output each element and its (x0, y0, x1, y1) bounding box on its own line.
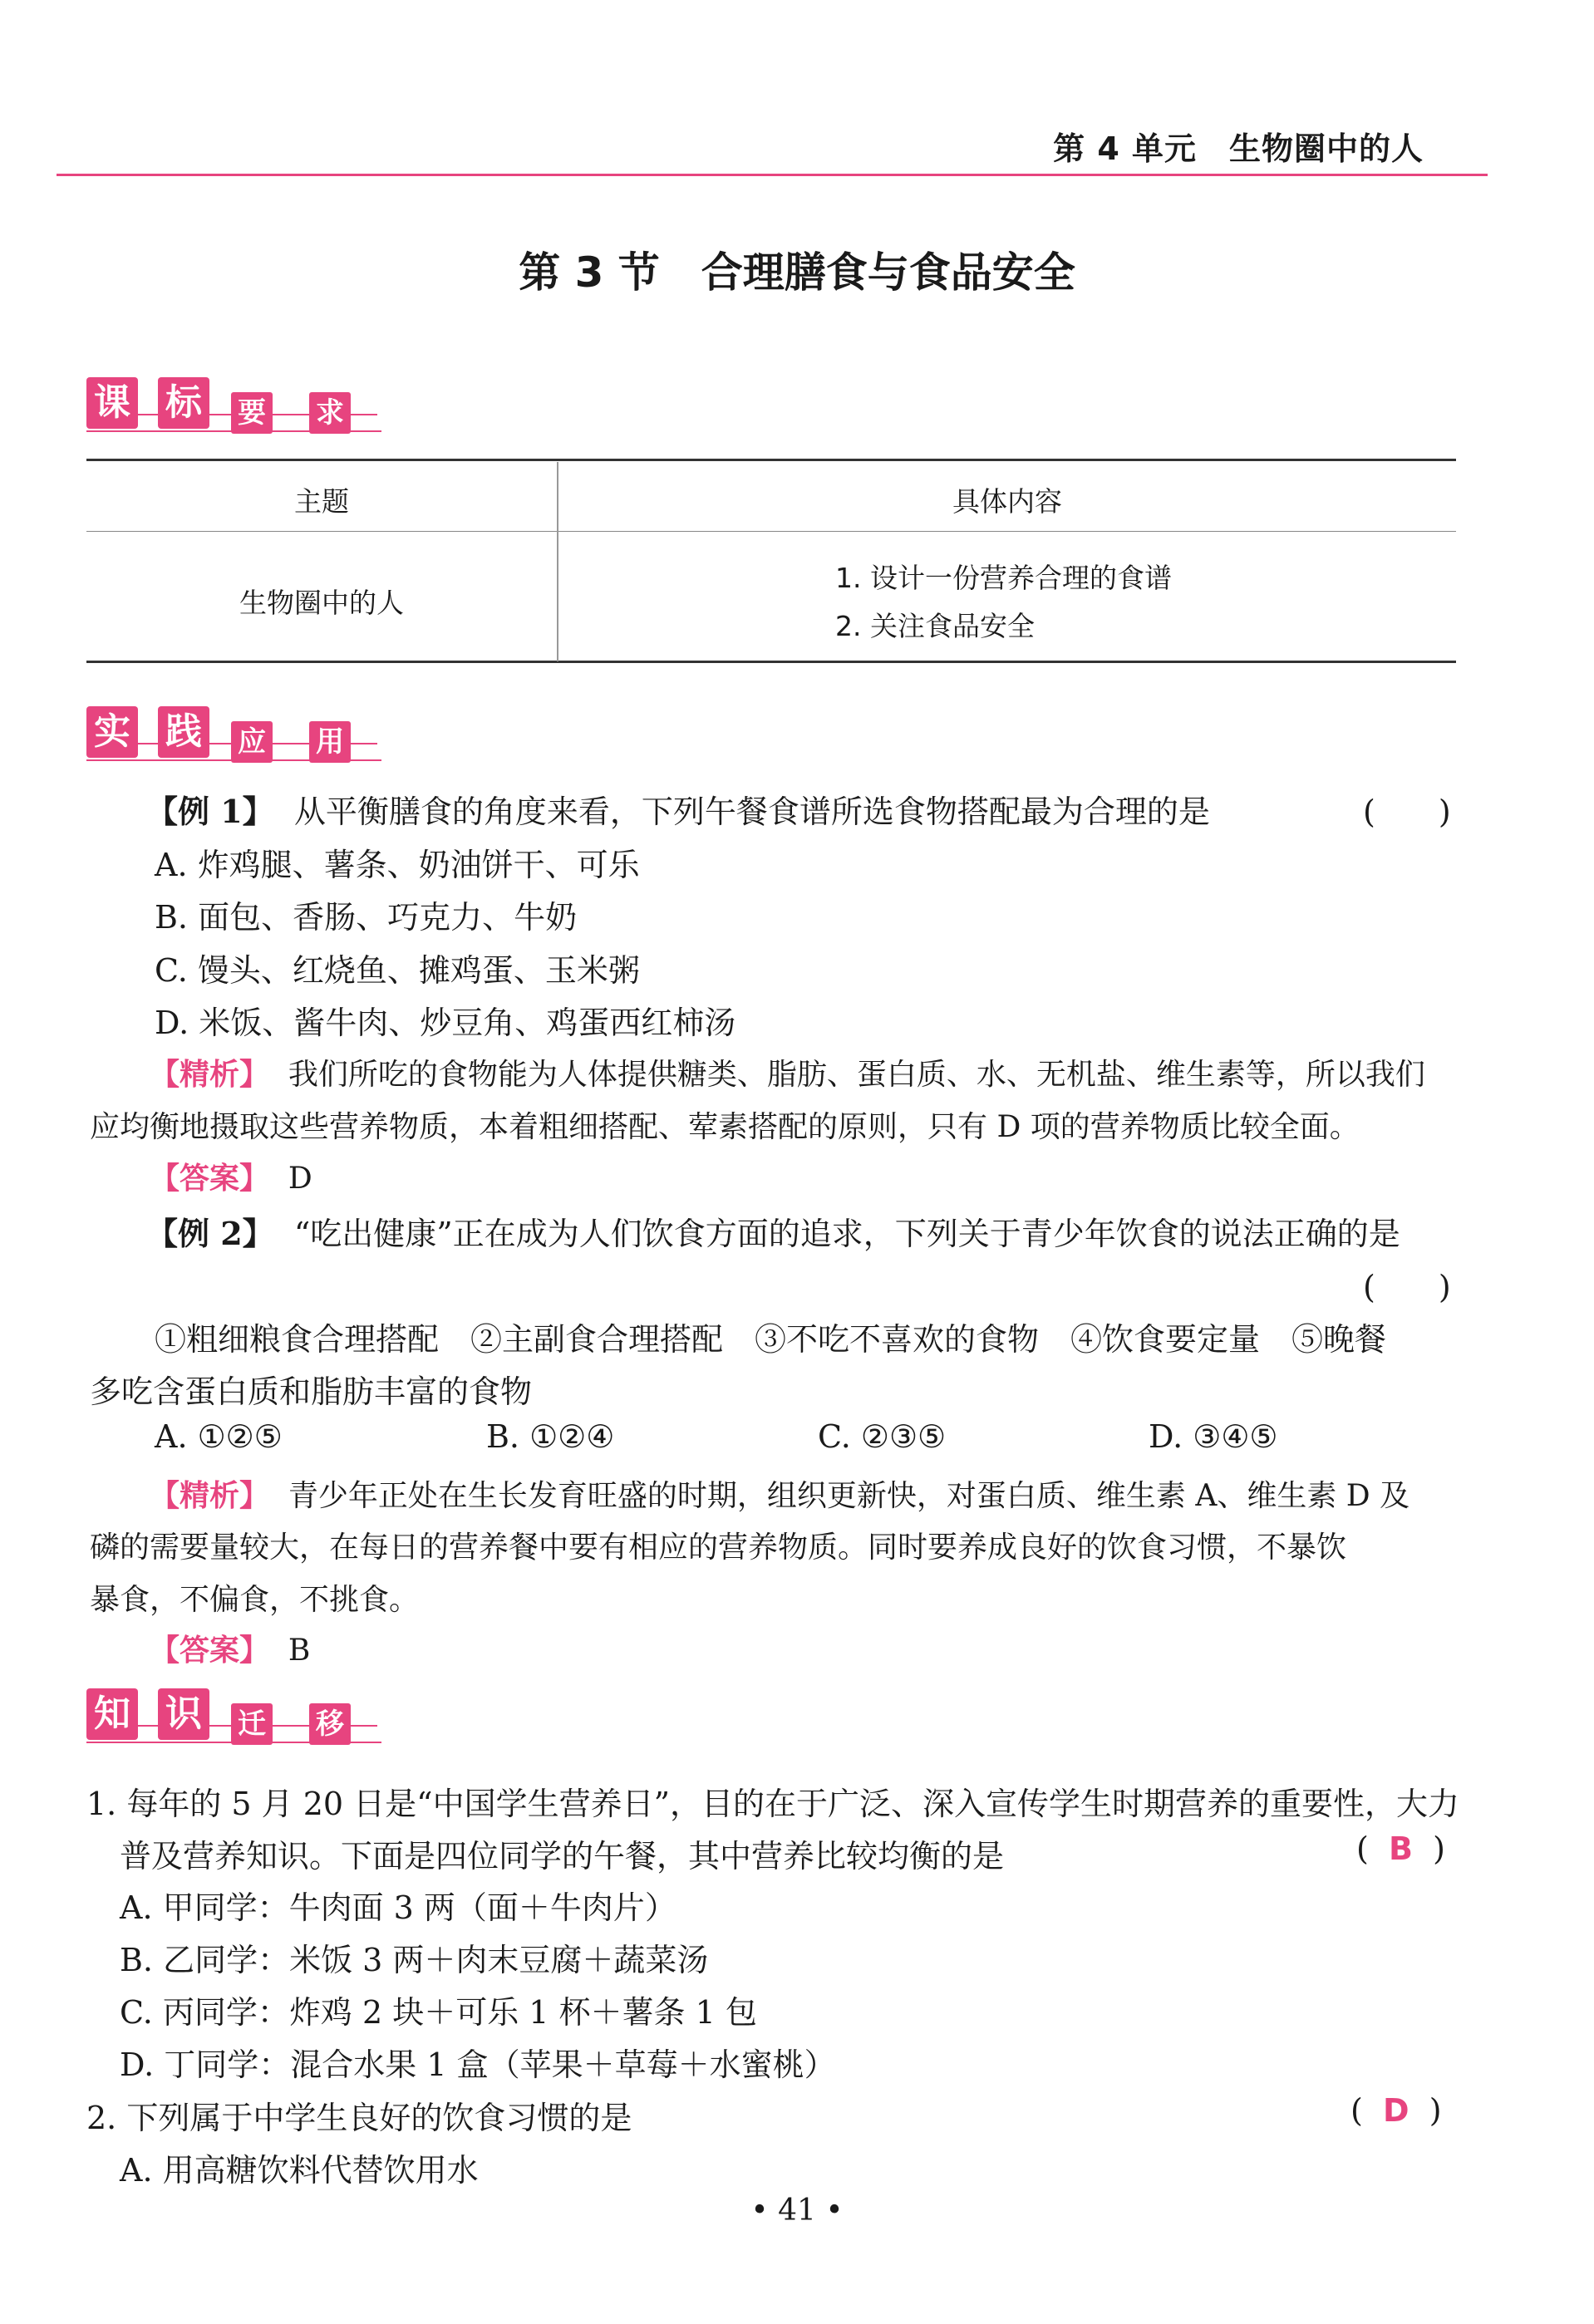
analysis-line: 我们所吃的食物能为人体提供糖类、脂肪、蛋白质、水、无机盐、维生素等，所以我们 (288, 1058, 1425, 1092)
example2-statement: 多吃含蛋白质和脂肪丰富的食物 (90, 1373, 533, 1410)
analysis-line: 应均衡地摄取这些营养物质，本着粗细搭配、荤素搭配的原则，只有 D 项的营养物质比较全面。 (90, 1110, 1360, 1144)
answer-value: D (288, 1162, 312, 1196)
table-content-item: 1. 设计一份营养合理的食谱 (835, 562, 1172, 594)
example2-option: C. ②③⑤ (818, 1418, 947, 1455)
q2-option: A. 用高糖饮料代替饮用水 (120, 2152, 479, 2189)
q1-option: C. 丙同学：炸鸡 2 块＋可乐 1 杯＋薯条 1 包 (120, 1994, 757, 2031)
example1-paren: ( ) (1363, 794, 1451, 830)
example1-option: A. 炸鸡腿、薯条、奶油饼干、可乐 (155, 847, 640, 883)
q2-stem: 2. 下列属于中学生良好的饮食习惯的是 (86, 2100, 632, 2136)
table-top-rule (86, 459, 1456, 461)
table-header-rule (86, 531, 1456, 532)
badge-char: 知 (86, 1688, 138, 1740)
q1-option: A. 甲同学：牛肉面 3 两（面＋牛肉片） (120, 1889, 676, 1926)
example2-paren: ( ) (1363, 1269, 1451, 1305)
example2-option: B. ①②④ (486, 1418, 615, 1455)
badge-char: 识 (158, 1688, 209, 1740)
example1-option: D. 米饭、酱牛肉、炒豆角、鸡蛋西红柿汤 (155, 1005, 736, 1041)
example1-answer (150, 1155, 312, 1197)
table-header-content: 具体内容 (952, 485, 1062, 518)
badge-transfer (86, 1685, 402, 1760)
example2-label: 【例 2】 (146, 1215, 274, 1252)
badge-char: 移 (309, 1703, 351, 1745)
example2-stem-text: “吃出健康”正在成为人们饮食方面的追求，下列关于青少年饮食的说法正确的是 (293, 1216, 1400, 1252)
badge-char: 实 (86, 706, 138, 758)
answer-tag: 【答案】 (150, 1634, 270, 1668)
answer-value: B (288, 1634, 311, 1668)
answer-tag: 【答案】 (150, 1162, 270, 1196)
example1-stem-text: 从平衡膳食的角度来看，下列午餐食谱所选食物搭配最为合理的是 (293, 794, 1210, 830)
example1-label: 【例 1】 (146, 793, 274, 830)
q1-stem-line: 普及营养知识。下面是四位同学的午餐，其中营养比较均衡的是 (120, 1838, 1005, 1874)
unit-header: 第 4 单元 生物圈中的人 (1053, 130, 1424, 167)
q1-stem-line: 1. 每年的 5 月 20 日是“中国学生营养日”，目的在于广泛、深入宣传学生时期营养的重要性，大力 (86, 1786, 1460, 1822)
example2-statement: ①粗细粮食合理搭配 ②主副食合理搭配 ③不吃不喜欢的食物 ④饮食要定量 ⑤晚餐 (155, 1321, 1387, 1358)
badge-char: 标 (158, 377, 209, 429)
section-title: 第 3 节 合理膳食与食品安全 (519, 248, 1075, 297)
q2-answer-paren: ( D ) (1350, 2092, 1442, 2129)
example2-option: A. ①②⑤ (155, 1418, 283, 1455)
example2-analysis (150, 1472, 1410, 1515)
analysis-line: 暴食，不偏食，不挑食。 (90, 1583, 420, 1617)
table-bottom-rule (86, 661, 1456, 663)
badge-char: 践 (158, 706, 209, 758)
header-rule (57, 174, 1488, 176)
example2-stem (146, 1208, 1400, 1254)
q1-option: D. 丁同学：混合水果 1 盒（苹果＋草莓＋水蜜桃） (120, 2046, 836, 2083)
q1-option: B. 乙同学：米饭 3 两＋肉末豆腐＋蔬菜汤 (120, 1942, 709, 1978)
table-content-item: 2. 关注食品安全 (835, 610, 1035, 642)
example1-option: C. 馒头、红烧鱼、摊鸡蛋、玉米粥 (155, 952, 640, 989)
table-header-topic: 主题 (294, 485, 349, 518)
badge-char: 求 (309, 392, 351, 434)
q1-answer: B (1389, 1830, 1413, 1867)
example1-option: B. 面包、香肠、巧克力、牛奶 (155, 899, 578, 936)
analysis-tag: 【精析】 (150, 1479, 270, 1513)
badge-char: 应 (231, 721, 273, 763)
badge-char: 用 (309, 721, 351, 763)
badge-char: 课 (86, 377, 138, 429)
badge-char: 要 (231, 392, 273, 434)
q1-answer-paren: ( B ) (1356, 1830, 1445, 1867)
analysis-line: 磷的需要量较大，在每日的营养餐中要有相应的营养物质。同时要养成良好的饮食习惯，不暴饮 (90, 1530, 1347, 1565)
example1-stem (146, 786, 1210, 832)
example2-answer (150, 1627, 310, 1669)
example1-analysis (150, 1051, 1425, 1093)
badge-char: 迁 (231, 1703, 273, 1745)
badge-practice (86, 703, 402, 778)
analysis-line: 青少年正处在生长发育旺盛的时期，组织更新快，对蛋白质、维生素 A、维生素 D 及 (288, 1479, 1410, 1513)
table-topic-cell: 生物圈中的人 (239, 587, 404, 619)
example2-option: D. ③④⑤ (1149, 1418, 1278, 1455)
q2-answer: D (1383, 2092, 1410, 2129)
analysis-tag: 【精析】 (150, 1058, 270, 1092)
badge-curriculum (86, 374, 402, 449)
page-number: • 41 • (750, 2194, 844, 2228)
